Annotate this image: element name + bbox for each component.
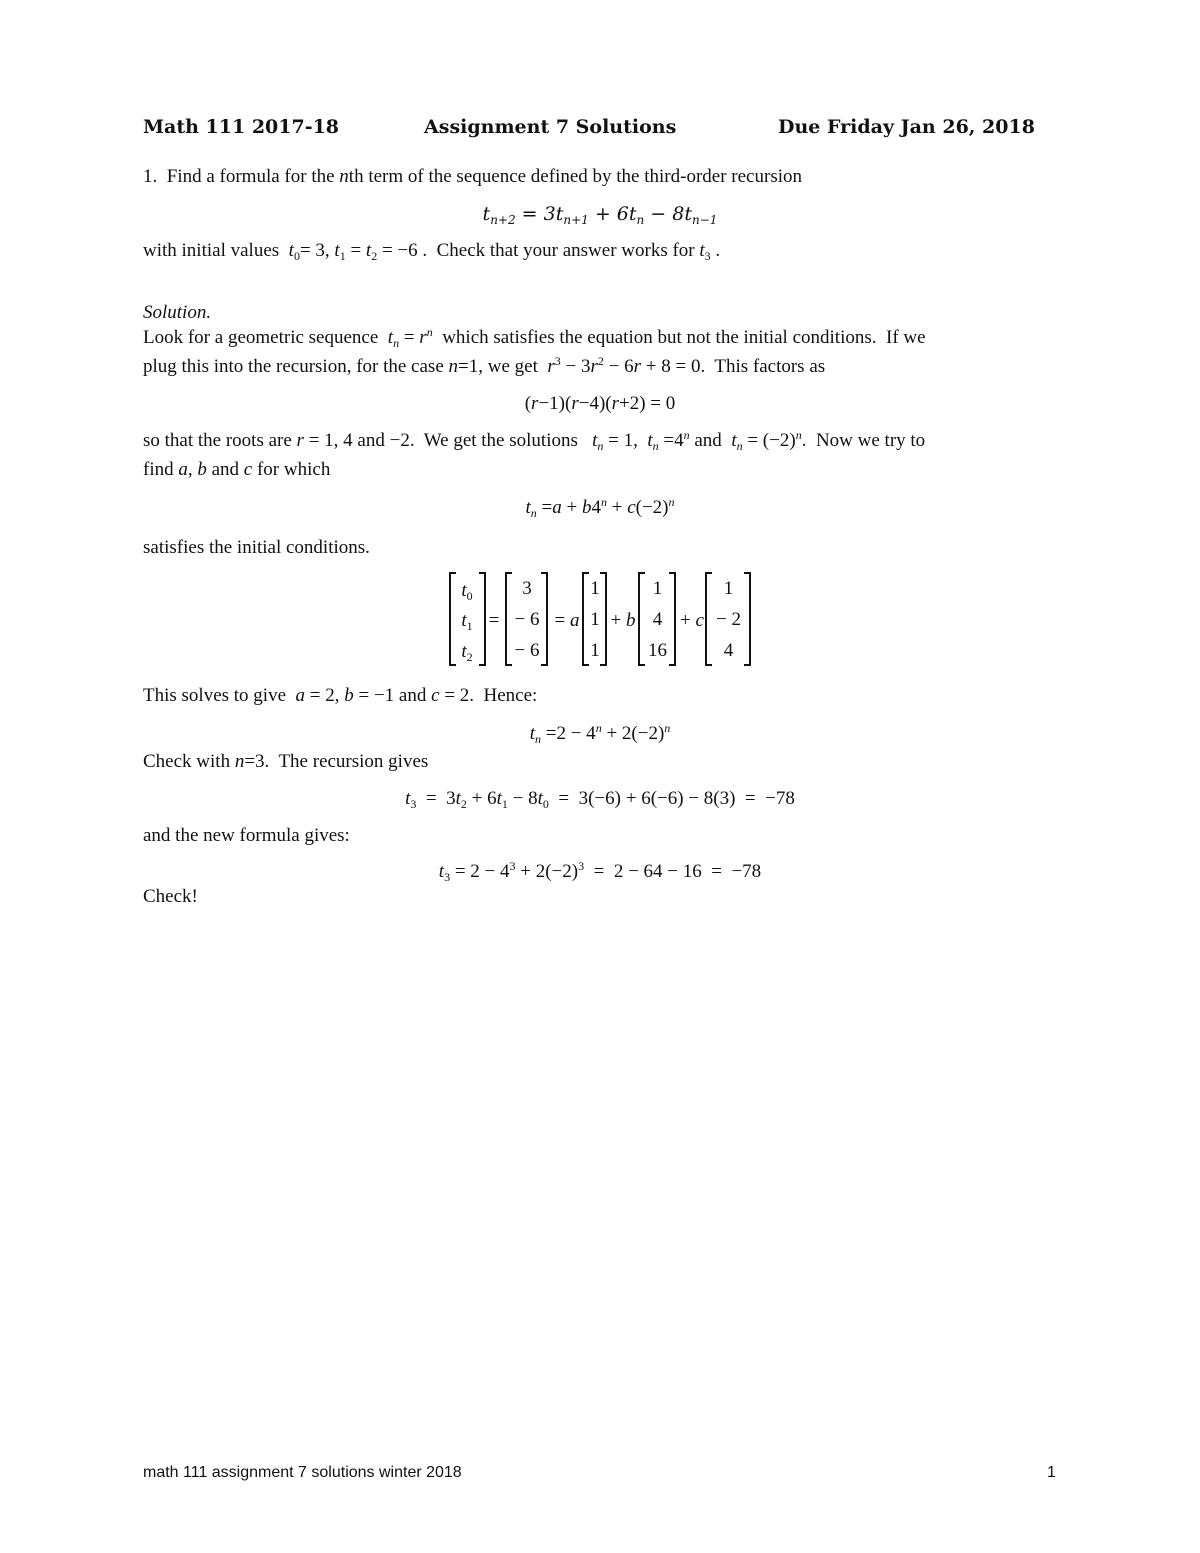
matrix-equals-a: = a <box>554 610 580 631</box>
check-recursion: $t_3 = 3t_2 + 6t_1 - 8t_0 = 3(-6) + 6(-6) - 8(3) = -78$ <box>405 788 795 811</box>
page-number: 1 <box>1047 1464 1056 1481</box>
matrix-c-entry: − 2 <box>716 609 741 630</box>
matrix-equals-1: = <box>488 610 500 631</box>
matrix-a-entry: 1 <box>590 578 600 599</box>
recursion-equation: $t_{n+2} = 3t_{n+1} + 6t_n - 8t_{n-1}$ <box>482 203 718 227</box>
assignment-title: Assignment 7 Solutions <box>424 116 677 138</box>
problem-statement: 1. Find a formula for the nth term of the sequence defined by the third-order recursion <box>143 166 802 187</box>
general-solution: $t_n =a + b4^n + c(-2)^n$ <box>525 495 675 520</box>
matrix-value: − 6 <box>514 640 540 661</box>
solution-paragraph-2-line-2: find a, b and c for which <box>143 459 331 480</box>
matrix-lhs-t2: $t_2$ <box>461 641 473 664</box>
due-date: Due Friday Jan 26, 2018 <box>778 116 1035 138</box>
solution-paragraph-1-line-2: plug this into the recursion, for the case n=1, we get $r^3 - 3r^2 - 6r + 8 = 0$. This factors as <box>143 354 826 377</box>
matrix-b-entry: 4 <box>652 609 663 630</box>
satisfies-text: satisfies the initial conditions. <box>143 537 370 558</box>
matrix-plus-c: + c <box>680 610 704 631</box>
matrix-value: − 6 <box>514 609 540 630</box>
matrix-a-entry: 1 <box>590 609 600 630</box>
new-formula-intro: and the new formula gives: <box>143 825 350 846</box>
closing-text: Check! <box>143 886 198 907</box>
matrix-plus-b: + b <box>610 610 636 631</box>
initial-values: with initial values $t_0= 3$, $t_1 = t_2 = -6$ . Check that your answer works for $t_3$ . <box>143 240 721 263</box>
solution-heading: Solution. <box>143 302 212 323</box>
check-formula: $t_3 = 2 - 4^3 + 2(-2)^3 = 2 - 64 - 16 = -78$ <box>438 859 762 884</box>
course-label: Math 111 2017-18 <box>143 116 340 138</box>
matrix-b-entry: 1 <box>652 578 663 599</box>
solves-text: This solves to give a = 2, b = −1 and c = 2. Hence: <box>143 685 538 706</box>
problem-number: 1. <box>143 166 158 187</box>
closed-form: $t_n =2 - 4^n + 2(-2)^n$ <box>529 721 671 746</box>
matrix-lhs-t1: $t_1$ <box>461 610 473 633</box>
matrix-b-entry: 16 <box>648 640 667 661</box>
matrix-a-entry: 1 <box>590 640 600 661</box>
check-intro: Check with n=3. The recursion gives <box>143 751 429 772</box>
solution-paragraph-2-line-1: so that the roots are r = 1, 4 and −2. We get the solutions $t_n = 1$, $t_n =4^n$ and $t_n = (-2)^n$. Now we try to <box>143 428 926 453</box>
solution-paragraph-1-line-1: Look for a geometric sequence $t_n = r^n$ which satisfies the equation but not the initial conditions. If we <box>143 325 926 350</box>
matrix-lhs-t0: $t_0$ <box>461 580 473 603</box>
matrix-c-entry: 4 <box>723 640 734 661</box>
matrix-value: 3 <box>522 578 532 599</box>
factored-equation: (r−1)(r−4)(r+2) = 0 <box>524 393 676 414</box>
matrix-c-entry: 1 <box>723 578 734 599</box>
footer-text: math 111 assignment 7 solutions winter 2018 <box>143 1464 462 1481</box>
